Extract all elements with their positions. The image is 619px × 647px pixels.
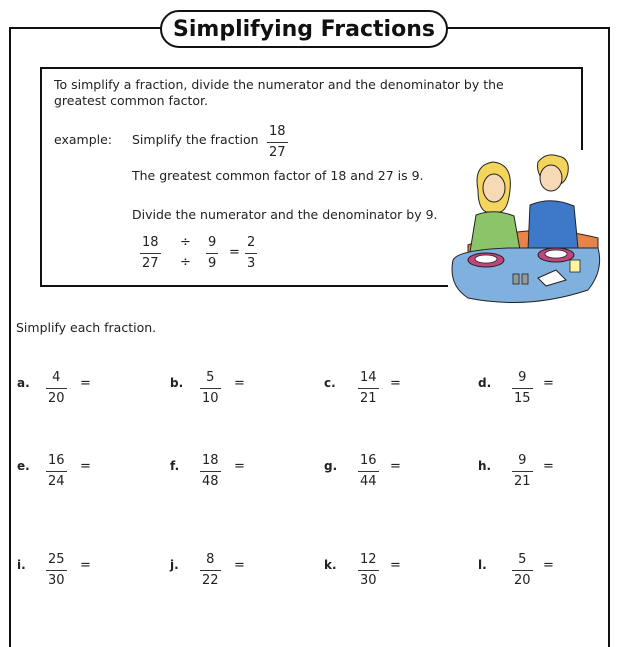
problem-fraction (358, 552, 379, 589)
problem-label: f. (170, 459, 180, 473)
problem-equals: = (234, 459, 245, 474)
fraction-denominator: 30 (360, 573, 377, 588)
divide-text: Divide the numerator and the denominator by 9. (132, 207, 438, 222)
divide-sign-top: ÷ (180, 235, 191, 250)
fraction-denominator: 27 (269, 145, 286, 160)
fraction-numerator: 18 (269, 124, 286, 139)
fraction-numerator: 18 (202, 453, 219, 468)
fraction-numerator: 14 (360, 370, 377, 385)
problem-equals: = (80, 558, 91, 573)
fraction-denominator: 20 (48, 391, 65, 406)
fraction-denominator: 27 (142, 256, 159, 271)
fraction-numerator: 9 (208, 235, 217, 250)
problem-equals: = (390, 558, 401, 573)
fraction-bar (267, 142, 288, 143)
example-fraction (267, 124, 288, 161)
fraction-denominator: 21 (514, 474, 531, 489)
fraction-bar (206, 253, 218, 254)
fraction-bar (200, 471, 221, 472)
fraction-denominator: 24 (48, 474, 65, 489)
fraction-denominator: 22 (202, 573, 219, 588)
problem-label: h. (478, 459, 492, 473)
fraction-bar (140, 253, 161, 254)
example-label: example: (54, 132, 113, 147)
problem-fraction (512, 370, 533, 407)
fraction-bar (358, 471, 379, 472)
fraction-numerator: 5 (518, 552, 527, 567)
fraction-numerator: 5 (206, 370, 215, 385)
work-lhs-fraction (140, 235, 161, 272)
fraction-numerator: 4 (52, 370, 61, 385)
fraction-numerator: 16 (360, 453, 377, 468)
problem-label: d. (478, 376, 492, 390)
directions: Simplify each fraction. (16, 320, 157, 335)
divide-sign-bottom: ÷ (180, 255, 191, 270)
fraction-numerator: 9 (518, 453, 527, 468)
fraction-bar (200, 388, 221, 389)
fraction-bar (46, 388, 67, 389)
instruction-line-2: greatest common factor. (54, 93, 208, 108)
fraction-numerator: 8 (206, 552, 215, 567)
fraction-bar (358, 388, 379, 389)
problem-fraction (46, 453, 67, 490)
problem-equals: = (390, 376, 401, 391)
problem-fraction (200, 370, 221, 407)
fraction-bar (200, 570, 221, 571)
problem-label: b. (170, 376, 184, 390)
fraction-bar (46, 471, 67, 472)
problem-label: e. (17, 459, 30, 473)
problem-fraction (512, 552, 533, 589)
fraction-bar (512, 388, 533, 389)
fraction-bar (512, 570, 533, 571)
problem-fraction (200, 552, 221, 589)
problem-equals: = (543, 376, 554, 391)
work-result-fraction (245, 235, 257, 272)
problem-equals: = (543, 459, 554, 474)
problem-equals: = (234, 376, 245, 391)
fraction-bar (512, 471, 533, 472)
fraction-numerator: 16 (48, 453, 65, 468)
fraction-denominator: 10 (202, 391, 219, 406)
work-equals: = (229, 245, 240, 260)
work-divisor-fraction (206, 235, 218, 272)
problem-equals: = (390, 459, 401, 474)
instruction-line-1: To simplify a fraction, divide the numerator and the denominator by the (54, 77, 504, 92)
fraction-numerator: 12 (360, 552, 377, 567)
fraction-bar (245, 253, 257, 254)
gcf-text: The greatest common factor of 18 and 27 is 9. (132, 168, 424, 183)
page-title: Simplifying Fractions (160, 10, 448, 48)
fraction-denominator: 48 (202, 474, 219, 489)
problem-label: g. (324, 459, 338, 473)
fraction-denominator: 9 (208, 256, 217, 271)
fraction-denominator: 20 (514, 573, 531, 588)
problem-equals: = (80, 376, 91, 391)
problem-equals: = (543, 558, 554, 573)
problem-label: j. (170, 558, 179, 572)
problem-fraction (358, 370, 379, 407)
problem-label: i. (17, 558, 26, 572)
problem-fraction (46, 370, 67, 407)
problem-equals: = (234, 558, 245, 573)
fraction-denominator: 15 (514, 391, 531, 406)
people-eating-illustration (448, 150, 604, 308)
fraction-numerator: 18 (142, 235, 159, 250)
problem-fraction (512, 453, 533, 490)
fraction-bar (46, 570, 67, 571)
problem-label: c. (324, 376, 336, 390)
problem-label: l. (478, 558, 487, 572)
fraction-denominator: 30 (48, 573, 65, 588)
problem-label: k. (324, 558, 337, 572)
problem-fraction (358, 453, 379, 490)
problem-label: a. (17, 376, 30, 390)
fraction-bar (358, 570, 379, 571)
fraction-numerator: 9 (518, 370, 527, 385)
fraction-numerator: 25 (48, 552, 65, 567)
problem-equals: = (80, 459, 91, 474)
fraction-denominator: 3 (247, 256, 256, 271)
example-text: Simplify the fraction (132, 132, 259, 147)
problem-fraction (46, 552, 67, 589)
fraction-denominator: 44 (360, 474, 377, 489)
fraction-numerator: 2 (247, 235, 256, 250)
fraction-denominator: 21 (360, 391, 377, 406)
problem-fraction (200, 453, 221, 490)
